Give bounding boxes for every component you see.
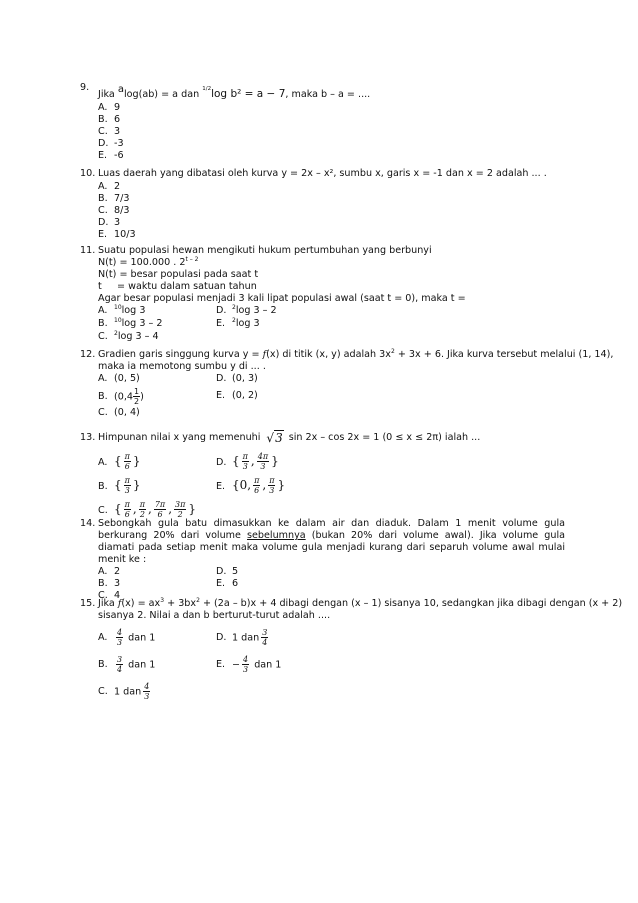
option[interactable]: C. 4 — [98, 590, 121, 601]
fraction: $\frac{1}{2}$ — [134, 386, 140, 406]
option[interactable]: B. 7/3 — [98, 193, 130, 204]
question-number: 15. — [80, 598, 96, 609]
question-stem: Himpunan nilai x yang memenuhi √3 sin 2x – cos 2x = 1 (0 ≤ x ≤ 2π) ialah ... — [98, 431, 481, 445]
question-line: N(t) = besar populasi pada saat t — [98, 269, 259, 280]
question-line: N(t) = 100.000 . 2$^{t - 2}$ — [98, 256, 199, 268]
question-line: Gradien garis singgung kurva y = f(x) di titik (x, y) adalah $3x^2 + 3x + 6$. Jika kurva tersebut melalui (1, 14), — [98, 348, 614, 360]
question-stem: Sebongkah gula batu dimasukkan ke dalam air dan diaduk. Dalam 1 menit volume gula berkurang 20% dari volume sebelumnya (bukan 20% dari volume awal). Jika volume gula diamati pada setiap menit maka volume gula menjadi kurang dari separuh volume awal mulai menit ke : — [98, 518, 565, 565]
question-number: 11. — [80, 245, 96, 256]
option[interactable]: E. {0, $\frac{\pi}{6}$ , $\frac{\pi}{3}$ } — [216, 475, 286, 495]
option[interactable]: C. 3 — [98, 126, 121, 137]
question-number: 14. — [80, 518, 96, 529]
question-number: 12. — [80, 349, 96, 360]
question-9 — [80, 82, 565, 162]
option[interactable]: D. 1 dan $\frac{3}{4}$ — [216, 627, 268, 647]
question-number: 13. — [80, 432, 96, 443]
question-line: t = waktu dalam satuan tahun — [98, 281, 257, 292]
question-stem: Luas daerah yang dibatasi oleh kurva y = 2x – x², sumbu x, garis x = -1 dan x = 2 adalah ... . — [98, 168, 547, 179]
option[interactable]: C. $^2$log 3 – 4 — [98, 330, 159, 342]
option[interactable]: E. 6 — [216, 578, 239, 589]
question-line: sisanya 2. Nilai a dan b berturut-turut adalah .... — [98, 610, 331, 621]
option[interactable]: A. 2 — [98, 566, 121, 577]
sqrt-symbol: √3 — [266, 431, 283, 445]
option[interactable]: D. -3 — [98, 138, 124, 149]
option[interactable]: D. 5 — [216, 566, 239, 577]
options — [98, 102, 565, 162]
option[interactable]: E. (0, 2) — [216, 390, 258, 401]
option[interactable]: E. -6 — [98, 150, 124, 161]
option[interactable]: D. $^2$log 3 – 2 — [216, 304, 277, 316]
option[interactable]: A. (0, 5) — [98, 373, 140, 384]
option[interactable]: E. − $\frac{4}{3}$ dan 1 — [216, 654, 282, 674]
question-line: Jika $f(x) = ax^3 + 3bx^2 + (2a - b)x + 4$ dibagi dengan (x – 1) sisanya 10, sedangkan jika dibagi dengan (x + 2) — [98, 597, 623, 609]
options — [98, 181, 565, 241]
question-14 — [80, 518, 565, 602]
option[interactable]: E. 10/3 — [98, 229, 136, 240]
option[interactable]: A. 2 — [98, 181, 121, 192]
question-15 — [80, 597, 623, 703]
question-stem: Jika alog(ab) = a dan 1/2log b² = a − 7, maka b – a = .... — [98, 84, 371, 100]
option[interactable]: A. $^{10}$log 3 — [98, 304, 146, 316]
question-10 — [80, 168, 565, 241]
question-13 — [80, 428, 565, 520]
option[interactable]: A. $\frac{4}{3}$ dan 1 — [98, 627, 156, 647]
option[interactable]: A. 9 — [98, 102, 121, 113]
question-number: 9. — [80, 82, 90, 93]
option[interactable]: B. (0,4 $\frac{1}{2}$ ) — [98, 386, 144, 406]
question-line: Suatu populasi hewan mengikuti hukum pertumbuhan yang berbunyi — [98, 245, 432, 256]
question-11 — [80, 245, 565, 344]
option[interactable]: D. 3 — [98, 217, 121, 228]
option[interactable]: B. $^{10}$log 3 – 2 — [98, 317, 163, 329]
option[interactable]: D. (0, 3) — [216, 373, 258, 384]
option[interactable]: B. 6 — [98, 114, 121, 125]
option[interactable]: C. 1 dan $\frac{4}{3}$ — [98, 681, 150, 701]
question-number: 10. — [80, 168, 96, 179]
option[interactable]: A. { $\frac{\pi}{6}$ } — [98, 451, 141, 471]
question-line: maka ia memotong sumbu y di ... . — [98, 361, 266, 372]
option[interactable]: B. 3 — [98, 578, 121, 589]
option[interactable]: B. { $\frac{\pi}{3}$ } — [98, 475, 141, 495]
question-12 — [80, 348, 614, 419]
option[interactable]: B. $\frac{3}{4}$ dan 1 — [98, 654, 156, 674]
question-line: Agar besar populasi menjadi 3 kali lipat populasi awal (saat t = 0), maka t = — [98, 293, 466, 304]
option[interactable]: D. { $\frac{\pi}{3}$ , $\frac{4\pi}{3}$ } — [216, 451, 279, 471]
option[interactable]: C. 8/3 — [98, 205, 130, 216]
option[interactable]: C. (0, 4) — [98, 407, 140, 418]
option[interactable]: C. { $\frac{\pi}{6}$ , $\frac{\pi}{2}$ , $\frac{7\pi}{6}$ , $\frac{3\pi}{2}$ } — [98, 499, 197, 519]
option[interactable]: E. $^2$log 3 — [216, 317, 260, 329]
